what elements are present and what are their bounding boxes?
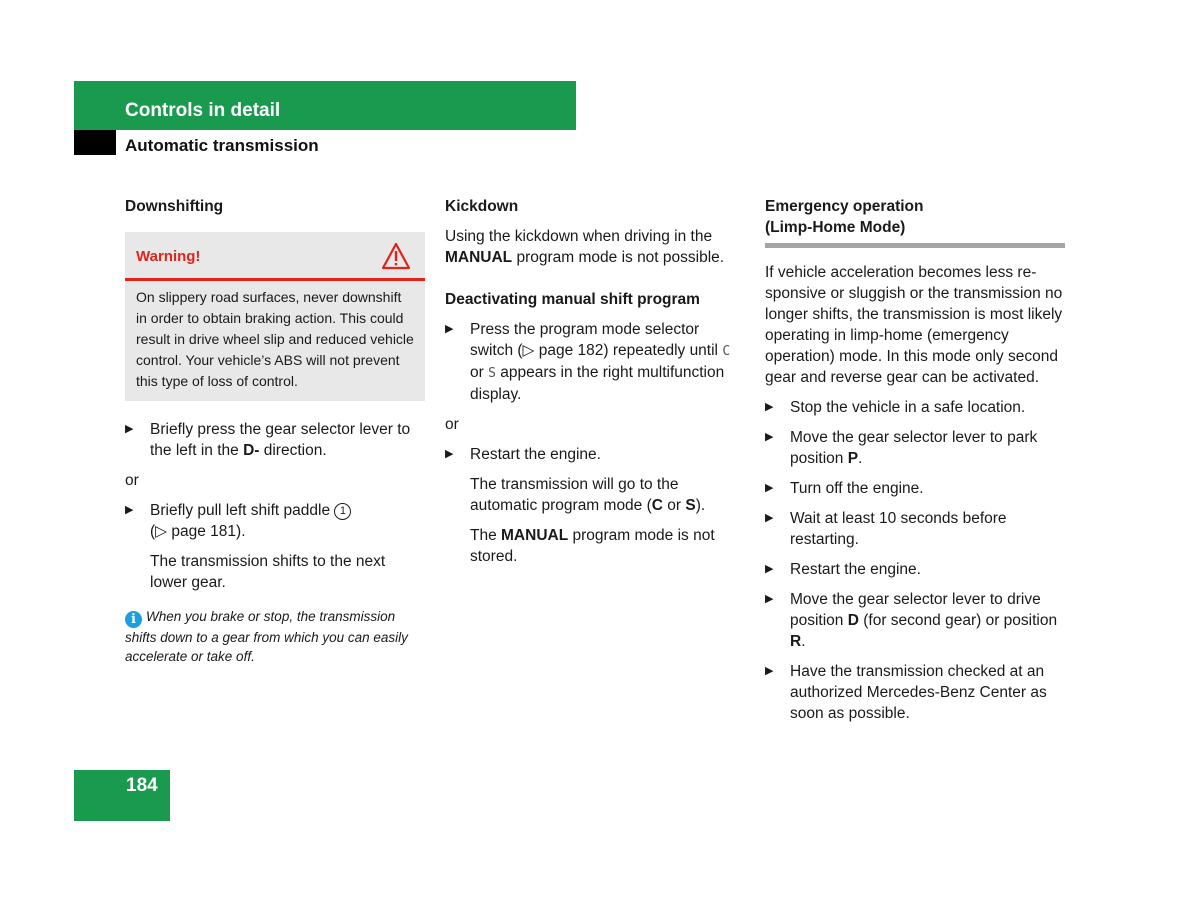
list-item [765,478,1065,499]
list-item [765,397,1065,418]
bullet-arrow-icon: ▶ [765,563,774,575]
bullet-arrow-icon: ▶ [125,423,134,435]
warning-box [125,232,425,401]
heading-downshifting: Downshifting [125,198,224,215]
result-text: The transmission shifts to the next lower gear. [150,553,386,591]
intro-text: If vehicle acceleration becomes less re-sponsive or sluggish or the transmission no longer shifts, the transmission is most likely operating in limp-home (emergency operation) mode. In this mode only second gear and reverse gear can be activated. [765,264,1063,386]
column-downshifting [125,196,425,666]
step-text: Briefly pull left shift paddle 1 (▷ page 181). [150,500,351,542]
list-item [765,508,1065,550]
warning-title: Warning! [136,247,201,265]
bullet-arrow-icon: ▶ [445,448,454,460]
step-text: Move the gear selector lever to park position P. [790,429,1038,467]
list-item [765,427,1065,469]
column-emergency [765,196,1065,724]
heading-deactivating: Deactivating manual shift program [445,291,700,308]
bullet-arrow-icon: ▶ [765,665,774,677]
list-item [765,559,1065,580]
paddle-number-marker: 1 [334,503,351,520]
kickdown-text: Using the kickdown when driving in the MANUAL program mode is not possible. [445,228,725,266]
warning-header [125,232,425,281]
header-marker [74,130,116,155]
bullet-arrow-icon: ▶ [765,593,774,605]
list-item [765,661,1065,724]
page-reference-link[interactable]: (▷ page 181). [150,523,246,540]
or-text: or [125,472,139,489]
list-item [445,319,745,405]
step-text: Wait at least 10 seconds before restarting. [790,510,1007,548]
list-item [125,500,425,542]
step-text: Have the transmission checked at an authorized Mercedes-Benz Center as soon as possible. [790,663,1047,722]
page-title: Automatic transmission [125,136,319,155]
step-text: Press the program mode selector switch (▷ page 182) repeatedly until C or S appears in the right multifunction display. [470,321,731,403]
bullet-arrow-icon: ▶ [765,431,774,443]
info-note: i When you brake or stop, the transmission shifts down to a gear from which you can easily accelerate or take off. [125,609,408,664]
step-text: Stop the vehicle in a safe location. [790,399,1026,416]
bullet-arrow-icon: ▶ [765,482,774,494]
step-text: Restart the engine. [790,561,921,578]
result-text: The MANUAL program mode is not stored. [470,527,715,565]
heading-kickdown: Kickdown [445,198,519,215]
list-item [765,589,1065,652]
step-text: Move the gear selector lever to drive position D (for second gear) or position R. [790,591,1058,650]
step-text: Turn off the engine. [790,480,924,497]
bullet-arrow-icon: ▶ [765,512,774,524]
step-text: Restart the engine. [470,446,601,463]
bullet-arrow-icon: ▶ [765,401,774,413]
info-icon: i [125,611,142,628]
warning-triangle-icon [381,242,411,270]
or-text: or [445,416,459,433]
heading-divider [765,243,1065,248]
warning-text: On slippery road surfaces, never downshift in order to obtain braking action. This could result in drive wheel slip and reduced vehicle control. Your vehicle’s ABS will not prevent this type of loss of control. [136,289,414,389]
column-kickdown [445,196,745,567]
bullet-arrow-icon: ▶ [445,323,454,335]
step-text: Briefly press the gear selector lever to the left in the D- direction. [150,421,411,459]
list-item [125,419,425,461]
bullet-arrow-icon: ▶ [125,504,134,516]
heading-emergency: Emergency operation (Limp-Home Mode) [765,198,924,236]
page-number: 184 [126,775,158,796]
section-title: Controls in detail [125,100,281,121]
result-text: The transmission will go to the automatic program mode (C or S). [470,476,706,514]
list-item [445,444,745,465]
